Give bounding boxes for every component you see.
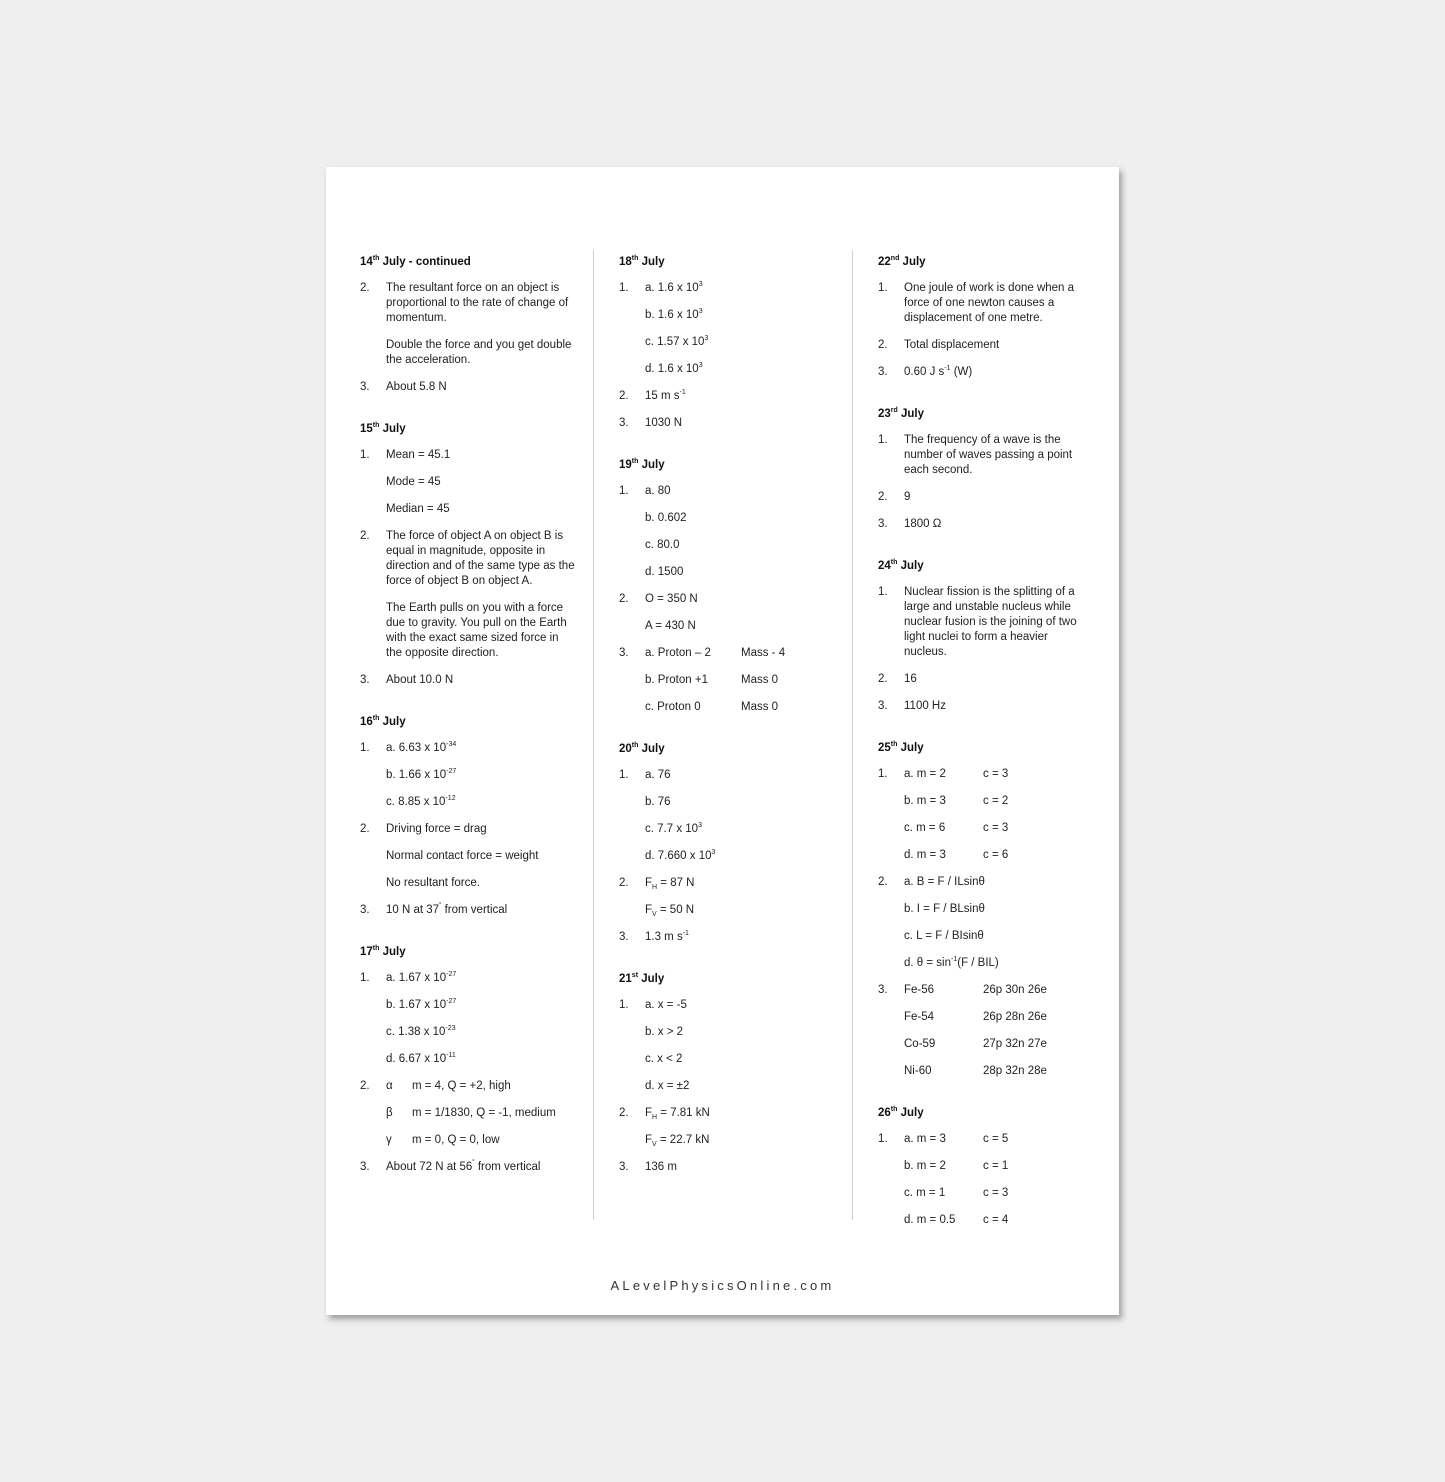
answer-line: Mean = 45.1	[386, 449, 451, 461]
question-number: 2.	[360, 1080, 370, 1092]
question-answer	[878, 433, 1093, 478]
answer-line: d. 1.6 x $10^3$	[645, 362, 703, 375]
day-section	[360, 421, 575, 688]
answer-line: 1800 Ω	[904, 518, 942, 530]
question-answer	[619, 389, 834, 404]
question-answer	[619, 876, 834, 918]
question-answer	[878, 767, 1093, 863]
question-answer	[360, 448, 575, 517]
column-2	[619, 254, 834, 1187]
question-number: 1.	[360, 449, 370, 461]
question-number: 1.	[878, 768, 888, 780]
question-answer	[360, 822, 575, 891]
day-heading: 22nd July	[878, 255, 926, 268]
answer-sheet-page	[326, 167, 1119, 1315]
question-answer	[878, 517, 1093, 532]
day-heading: 15th July	[360, 422, 406, 435]
day-section	[878, 406, 1093, 532]
question-answer	[878, 338, 1093, 353]
answer-line: Fe-54 26p 28n 26e	[904, 1011, 1047, 1023]
answer-line: c. 1.57 x $10^3$	[645, 335, 709, 348]
answer-line: $F_H = 87$ N	[645, 877, 695, 891]
answer-line: d. $\theta = \sin^{-1}(F / BIL)$	[904, 956, 999, 969]
question-answer	[619, 930, 834, 945]
question-number: 1.	[878, 586, 888, 598]
day-section	[878, 558, 1093, 714]
answer-line: b. 1.66 x $10^{-27}$	[386, 768, 457, 781]
day-heading: 23rd July	[878, 407, 925, 420]
answer-line: b. 0.602	[645, 512, 687, 524]
answer-line: About 72 N at 56˚ from vertical	[386, 1160, 541, 1173]
day-section	[360, 714, 575, 918]
answer-line: b. Proton +1 Mass 0	[645, 674, 779, 686]
answer-line: c. 80.0	[645, 539, 680, 551]
answer-line: a. 1.6 x $10^3$	[645, 281, 703, 294]
question-number: 3.	[878, 518, 888, 530]
answer-line: c. x < 2	[645, 1053, 683, 1065]
question-number: 2.	[360, 282, 370, 294]
day-section	[878, 1105, 1093, 1228]
question-answer	[878, 983, 1093, 1079]
answer-line: a. 6.63 x $10^{-34}$	[386, 741, 457, 754]
question-answer	[619, 1160, 834, 1175]
question-answer	[360, 281, 575, 368]
question-answer	[360, 971, 575, 1067]
day-heading: 14th July - continued	[360, 255, 471, 268]
answer-line: Nuclear fission is the splitting of a large and unstable nucleus while nuclear fusion is the joining of two light nuclei to form a heavier nucleus.	[904, 586, 1077, 658]
question-number: 2.	[878, 491, 888, 503]
answer-line: a. Proton – 2 Mass - 4	[645, 647, 786, 659]
answer-line: b. x > 2	[645, 1026, 684, 1038]
day-heading: 24th July	[878, 559, 924, 572]
question-number: 3.	[878, 984, 888, 996]
question-number: 2.	[619, 390, 629, 402]
question-number: 1.	[360, 742, 370, 754]
question-number: 2.	[360, 530, 370, 542]
answer-line: α m = 4, Q = +2, high	[386, 1080, 511, 1092]
answer-line: Normal contact force = weight	[386, 850, 539, 862]
answer-line: 15 m $s^{-1}$	[645, 389, 686, 402]
column-divider-2	[852, 250, 853, 1220]
answer-line: d. m = 3 c = 6	[904, 849, 1009, 861]
site-footer: ALevelPhysicsOnline.com	[610, 1278, 835, 1293]
question-answer	[878, 365, 1093, 380]
answer-line: The force of object A on object B is equal in magnitude, opposite in direction and of the same type as the force of object B on object A.	[386, 530, 575, 587]
question-number: 3.	[878, 366, 888, 378]
answer-line: 0.60 J $s^{-1}$ (W)	[904, 365, 973, 378]
day-heading: 26th July	[878, 1106, 924, 1119]
answer-line: d. 6.67 x $10^{-11}$	[386, 1052, 456, 1065]
answer-line: The frequency of a wave is the number of waves passing a point each second.	[904, 434, 1073, 476]
question-answer	[878, 699, 1093, 714]
day-heading: 19th July	[619, 458, 665, 471]
answer-line: Median = 45	[386, 503, 450, 515]
question-answer	[619, 646, 834, 715]
answer-line: About 5.8 N	[386, 381, 447, 393]
question-number: 2.	[878, 876, 888, 888]
question-number: 3.	[619, 417, 629, 429]
answer-line: a. 76	[645, 769, 671, 781]
answer-line: 1030 N	[645, 417, 683, 429]
day-section	[878, 254, 1093, 380]
answer-line: c. 8.85 x $10^{-12}$	[386, 795, 456, 808]
question-answer	[878, 1132, 1093, 1228]
answer-line: One joule of work is done when a force of one newton causes a displacement of one metre.	[904, 282, 1075, 324]
day-heading: 25th July	[878, 741, 924, 754]
answer-line: Fe-56 26p 30n 26e	[904, 984, 1047, 996]
answer-line: Driving force = drag	[386, 823, 487, 835]
column-divider-1	[593, 250, 594, 1220]
question-number: 1.	[360, 972, 370, 984]
column-1	[360, 254, 575, 1187]
answer-line: d. x = ±2	[645, 1080, 690, 1092]
answer-line: Mode = 45	[386, 476, 441, 488]
answer-line: a. 1.67 x $10^{-27}$	[386, 971, 457, 984]
question-answer	[619, 281, 834, 377]
question-number: 2.	[619, 593, 629, 605]
question-number: 1.	[619, 282, 629, 294]
answer-line: O = 350 N	[645, 593, 698, 605]
day-heading: 17th July	[360, 945, 406, 958]
question-number: 2.	[619, 1107, 629, 1119]
answer-line: c. 1.38 x $10^{-23}$	[386, 1025, 456, 1038]
question-answer	[878, 875, 1093, 971]
answer-line: Double the force and you get double the acceleration.	[386, 339, 572, 366]
answer-line: The Earth pulls on you with a force due to gravity. You pull on the Earth with the exact same sized force in the opposite direction.	[386, 602, 567, 659]
answer-line: γ m = 0, Q = 0, low	[386, 1134, 500, 1146]
question-number: 3.	[360, 1161, 370, 1173]
answer-line: 1.3 m $s^{-1}$	[645, 930, 689, 943]
question-answer	[360, 529, 575, 661]
answer-line: 1100 Hz	[904, 700, 946, 712]
answer-line: c. L = F / BIsinθ	[904, 930, 984, 942]
question-number: 2.	[878, 673, 888, 685]
question-number: 2.	[878, 339, 888, 351]
question-number: 3.	[619, 931, 629, 943]
day-heading: 16th July	[360, 715, 406, 728]
day-section	[619, 741, 834, 945]
question-answer	[360, 380, 575, 395]
question-number: 1.	[619, 999, 629, 1011]
question-answer	[878, 281, 1093, 326]
answer-line: b. m = 2 c = 1	[904, 1160, 1009, 1172]
answer-line: a. B = F / ILsinθ	[904, 876, 985, 888]
question-answer	[878, 672, 1093, 687]
question-answer	[878, 490, 1093, 505]
question-number: 2.	[619, 877, 629, 889]
answer-line: a. m = 3 c = 5	[904, 1133, 1009, 1145]
question-number: 1.	[878, 1133, 888, 1145]
answer-line: a. x = -5	[645, 999, 687, 1011]
question-answer	[878, 585, 1093, 660]
answer-line: Total displacement	[904, 339, 1000, 351]
question-answer	[360, 1079, 575, 1148]
day-section	[619, 971, 834, 1175]
answer-line: $F_V = 50$ N	[645, 904, 695, 918]
answer-line: Co-59 27p 32n 27e	[904, 1038, 1047, 1050]
answer-line: Ni-60 28p 32n 28e	[904, 1065, 1047, 1077]
question-answer	[619, 768, 834, 864]
answer-line: No resultant force.	[386, 877, 480, 889]
answer-line: A = 430 N	[645, 620, 696, 632]
question-number: 3.	[619, 1161, 629, 1173]
answer-line: b. 76	[645, 796, 671, 808]
question-number: 3.	[619, 647, 629, 659]
day-section	[878, 740, 1093, 1079]
answer-line: The resultant force on an object is proportional to the rate of change of momentum.	[386, 282, 569, 324]
answer-line: 16	[904, 673, 917, 685]
answer-line: c. m = 6 c = 3	[904, 822, 1009, 834]
day-heading: 21st July	[619, 972, 665, 985]
question-answer	[619, 1106, 834, 1148]
question-answer	[360, 673, 575, 688]
day-section	[619, 254, 834, 431]
question-number: 3.	[360, 904, 370, 916]
day-heading: 20th July	[619, 742, 665, 755]
answer-line: $F_H = 7.81$ kN	[645, 1107, 710, 1121]
question-answer	[360, 903, 575, 918]
answer-line: c. Proton 0 Mass 0	[645, 701, 779, 713]
answer-line: About 10.0 N	[386, 674, 454, 686]
question-number: 1.	[878, 434, 888, 446]
question-answer	[360, 741, 575, 810]
answer-line: c. 7.7 x $10^3$	[645, 822, 702, 835]
answer-line: b. 1.67 x $10^{-27}$	[386, 998, 457, 1011]
answer-line: b. m = 3 c = 2	[904, 795, 1009, 807]
answer-line: b. I = F / BLsinθ	[904, 903, 985, 915]
answer-line: a. 80	[645, 485, 671, 497]
question-answer	[619, 592, 834, 634]
column-3	[878, 254, 1093, 1240]
answer-line: β m = 1/1830, Q = -1, medium	[386, 1107, 556, 1119]
answer-line: d. 1500	[645, 566, 684, 578]
day-section	[360, 254, 575, 395]
question-number: 2.	[360, 823, 370, 835]
answer-line: d. m = 0.5 c = 4	[904, 1214, 1009, 1226]
question-answer	[619, 416, 834, 431]
question-number: 1.	[619, 769, 629, 781]
day-section	[360, 944, 575, 1175]
answer-line: 10 N at 37˚ from vertical	[386, 903, 508, 916]
question-number: 1.	[619, 485, 629, 497]
question-number: 3.	[360, 674, 370, 686]
answer-line: 136 m	[645, 1161, 677, 1173]
answer-line: d. 7.660 x $10^3$	[645, 849, 716, 862]
question-answer	[619, 484, 834, 580]
day-heading: 18th July	[619, 255, 665, 268]
answer-line: 9	[904, 491, 911, 503]
question-number: 3.	[878, 700, 888, 712]
question-answer	[619, 998, 834, 1094]
answer-line: a. m = 2 c = 3	[904, 768, 1009, 780]
question-number: 3.	[360, 381, 370, 393]
question-answer	[360, 1160, 575, 1175]
question-number: 1.	[878, 282, 888, 294]
answer-line: $F_V = 22.7$ kN	[645, 1134, 710, 1148]
day-section	[619, 457, 834, 715]
answer-line: c. m = 1 c = 3	[904, 1187, 1009, 1199]
answer-line: b. 1.6 x $10^3$	[645, 308, 703, 321]
